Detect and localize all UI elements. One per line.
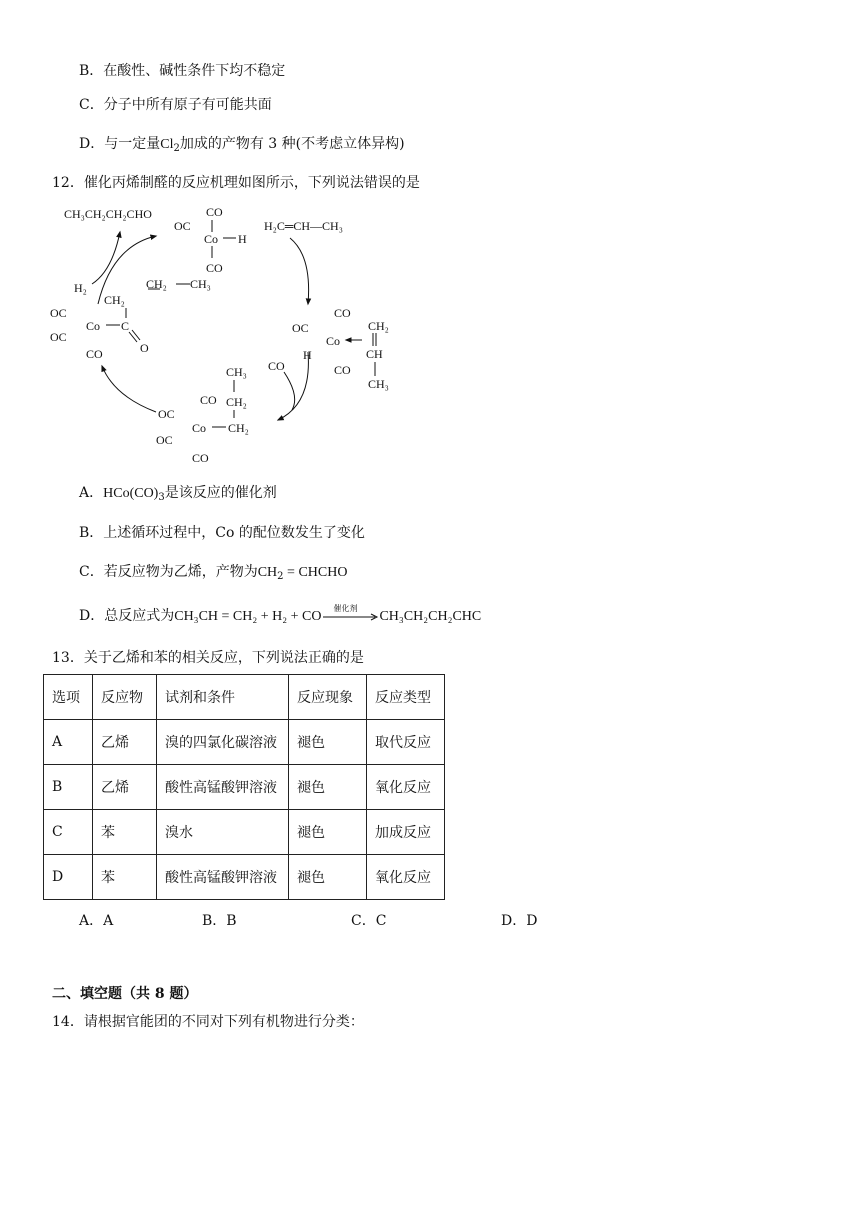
bottom-oc-2: OC [156,433,173,447]
product-label: CH₃CH₂CH₂CHO [64,207,152,221]
q11-option-d-prefix: D．与一定量 [79,136,161,152]
table-cell: B [44,765,93,810]
left-h2c: CH₂ [104,293,125,307]
top-oc: OC [174,219,191,233]
right-oc: OC [292,321,309,335]
left-o: O [140,341,149,355]
bottom-cobalt: Co [192,421,207,435]
left-oc-2: OC [50,330,67,344]
q12-option-c-chem: CH [257,565,278,580]
q13-answer-a: A．A [79,913,114,929]
q11-option-b: B．在酸性、碱性条件下均不稳定 [79,63,286,79]
h2-label: H₂ [74,281,87,295]
q12-option-c-suffix: = CHCHO [283,565,348,580]
q14-stem: 14．请根据官能团的不同对下列有机物进行分类： [52,1014,364,1030]
q12-option-d [79,604,482,626]
table-cell: 氧化反应 [367,855,445,900]
bottom-ch2-2: CH₂ [228,421,249,435]
right-ch: CH [366,347,383,361]
propene-label: H₂C═CH—CH₃ [264,219,343,233]
table-cell: 溴水 [157,810,289,855]
q13-answer-b: B．B [202,913,237,929]
co-entry-arrow [284,372,295,410]
reaction-arrow-shape [321,609,379,623]
left-cobalt: Co [86,319,101,333]
bottom-ch3: CH₃ [226,365,247,379]
q12-option-c-sub: 2 [277,571,284,582]
co-reagent-label: CO [268,359,285,373]
table-cell: 苯 [93,855,157,900]
left-ch2: CH₂ [146,277,167,291]
right-ch3: CH₃ [368,377,389,391]
table-cell: 褪色 [289,855,367,900]
table-row [44,765,445,810]
q12-option-a-suffix: 是该反应的催化剂 [164,485,277,501]
right-cobalt: Co [326,334,341,348]
left-c: C [121,319,130,333]
header-cell: 选项 [44,675,93,720]
q12-option-a-prefix: A． [79,485,104,501]
reaction-arrow [321,604,379,623]
q12-option-a-sub: 3 [158,492,165,503]
q12-option-c [79,563,347,582]
table-row [44,810,445,855]
table-row [44,855,445,900]
q11-option-d [79,135,405,154]
left-ch3: CH₃ [190,277,211,291]
header-cell: 反应物 [93,675,157,720]
bottom-co-2: CO [192,451,209,465]
right-co-2: CO [334,363,351,377]
table-cell: 褪色 [289,810,367,855]
table-cell: 酸性高锰酸钾溶液 [157,855,289,900]
table-header-row [44,675,445,720]
catalyst-label: 催化剂 [333,604,358,613]
table-cell: 苯 [93,810,157,855]
q11-option-c: C．分子中所有原子有可能共面 [79,97,272,113]
q13-stem: 13．关于乙烯和苯的相关反应，下列说法正确的是 [52,650,364,666]
q11-option-d-suffix: 加成的产物有 3 种(不考虑立体异构) [179,136,405,152]
table-cell: 乙烯 [93,765,157,810]
table-cell: 褪色 [289,720,367,765]
q12-option-b: B．上述循环过程中，Co 的配位数发生了变化 [79,525,365,541]
q12-option-d-right: CH₃CH₂CH₂CHC [379,609,482,624]
q12-option-d-prefix: D．总反应式为 [79,608,175,624]
q11-option-d-sub: 2 [173,143,180,154]
table-cell: 取代反应 [367,720,445,765]
left-co: CO [86,347,103,361]
header-cell: 试剂和条件 [157,675,289,720]
q12-option-a [79,484,277,503]
top-co-1: CO [206,205,223,219]
table-cell: D [44,855,93,900]
right-co-1: CO [334,306,351,320]
header-cell: 反应现象 [289,675,367,720]
q13-answer-c: C．C [351,913,387,929]
reaction-mechanism-diagram [40,196,420,468]
table-cell: 酸性高锰酸钾溶液 [157,765,289,810]
left-oc-1: OC [50,306,67,320]
table-cell: 乙烯 [93,720,157,765]
top-co-2: CO [206,261,223,275]
q12-option-d-left: CH₃CH = CH₂ + H₂ + CO [174,609,322,624]
bottom-co-1: CO [200,393,217,407]
table-cell: 褪色 [289,765,367,810]
right-h: H [303,348,312,362]
q13-answer-d: D．D [501,913,538,929]
bottom-ch2-1: CH₂ [226,395,247,409]
section-title: 二、填空题（共 8 题） [52,986,198,1002]
q12-stem: 12．催化丙烯制醛的反应机理如图所示，下列说法错误的是 [52,175,420,191]
q12-option-c-prefix: C．若反应物为乙烯，产物为 [79,564,258,580]
header-cell: 反应类型 [367,675,445,720]
table-row [44,720,445,765]
co-insertion-arrow [102,366,156,412]
bottom-oc-1: OC [158,407,175,421]
q11-option-d-chem: Cl [160,137,174,152]
right-ch2: CH₂ [368,319,389,333]
top-h: H [238,232,247,246]
product-release-arrow [92,232,120,284]
table-cell: C [44,810,93,855]
table-cell: 加成反应 [367,810,445,855]
top-cobalt: Co [204,232,219,246]
table-cell: 氧化反应 [367,765,445,810]
propene-addition-arrow [290,238,309,304]
q12-option-a-chem: HCo(CO) [103,486,159,501]
table-cell: 溴的四氯化碳溶液 [157,720,289,765]
table-cell: A [44,720,93,765]
q13-table [43,674,445,900]
